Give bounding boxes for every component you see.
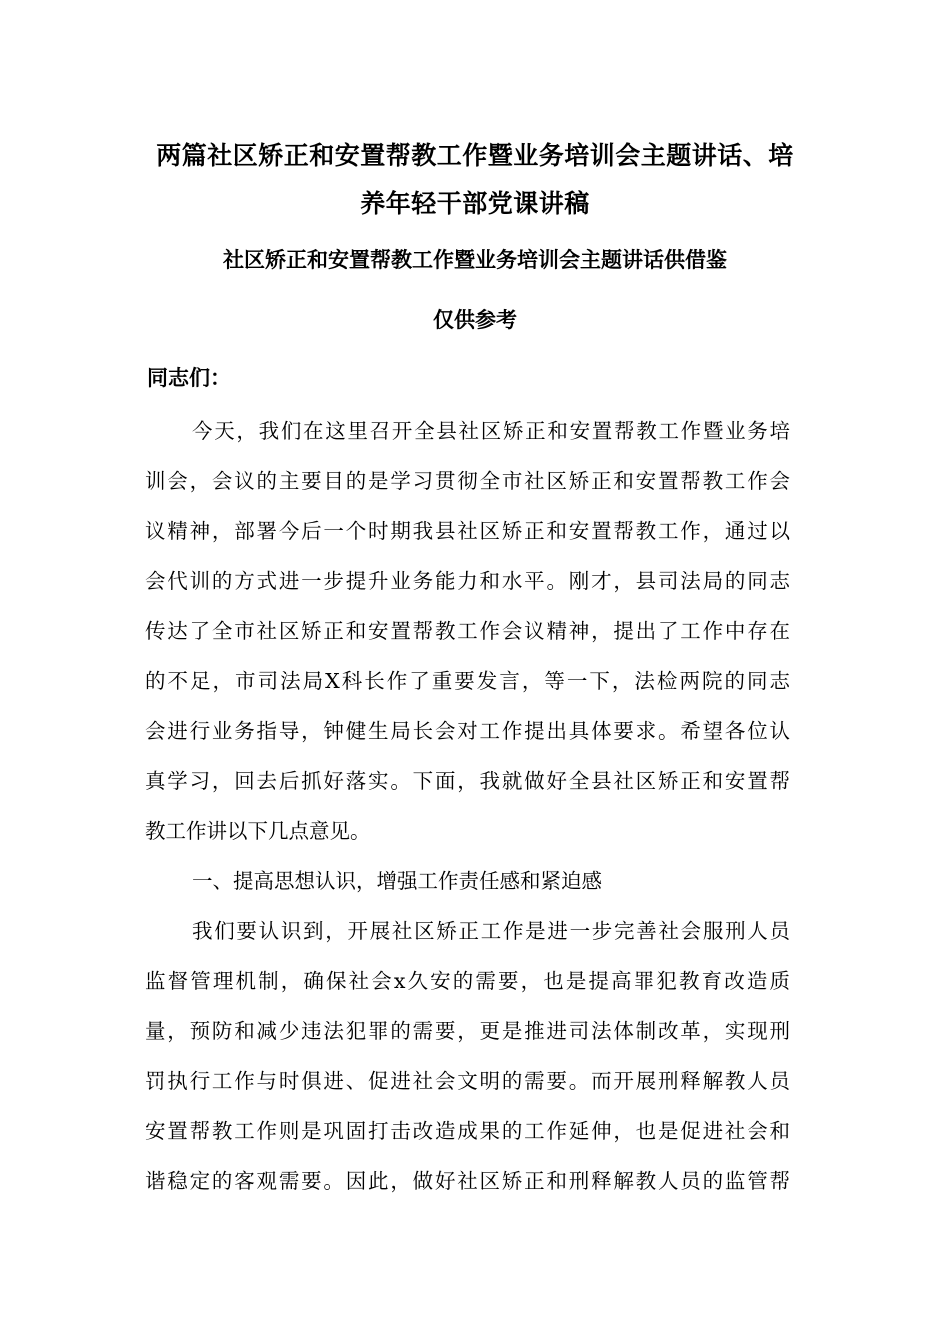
paragraph-1-line: 教工作讲以下几点意见。 [145, 819, 371, 843]
paragraph-2-line: 监督管理机制，确保社会x久安的需要，也是提高罪犯教育改造质 [145, 969, 790, 993]
paragraph-2-line: 谐稳定的客观需要。因此，做好社区矫正和刑释解教人员的监管帮 [145, 1169, 790, 1193]
paragraph-1-line: 传达了全市社区矫正和安置帮教工作会议精神，提出了工作中存在 [145, 619, 790, 643]
paragraph-1-line: 训会，会议的主要目的是学习贯彻全市社区矫正和安置帮教工作会 [145, 469, 790, 493]
paragraph-1-line: 议精神，部署今后一个时期我县社区矫正和安置帮教工作，通过以 [145, 519, 790, 543]
paragraph-1-line: 的不足，市司法局X科长作了重要发言，等一下，法检两院的同志 [145, 669, 790, 693]
salutation: 同志们： [147, 366, 231, 390]
paragraph-2-line: 量，预防和减少违法犯罪的需要，更是推进司法体制改革，实现刑 [145, 1019, 790, 1043]
reference-note: 仅供参考 [433, 308, 517, 332]
paragraph-2-line: 我们要认识到，开展社区矫正工作是进一步完善社会服刑人员 [192, 919, 790, 943]
section-1-heading: 一、提高思想认识，增强工作责任感和紧迫感 [192, 869, 602, 893]
paragraph-2-line: 罚执行工作与时俱进、促进社会文明的需要。而开展刑释解教人员 [145, 1069, 790, 1093]
paragraph-1-line: 今天，我们在这里召开全县社区矫正和安置帮教工作暨业务培 [192, 419, 790, 443]
document-title-line-2: 养年轻干部党课讲稿 [360, 189, 590, 218]
paragraph-1-line: 会进行业务指导，钟健生局长会对工作提出具体要求。希望各位认 [145, 719, 790, 743]
paragraph-1-line: 会代训的方式进一步提升业务能力和水平。刚才，县司法局的同志 [145, 569, 790, 593]
paragraph-2-line: 安置帮教工作则是巩固打击改造成果的工作延伸，也是促进社会和 [145, 1119, 790, 1143]
paragraph-1-line: 真学习，回去后抓好落实。下面，我就做好全县社区矫正和安置帮 [145, 769, 790, 793]
document-title-line-1: 两篇社区矫正和安置帮教工作暨业务培训会主题讲话、培 [156, 141, 794, 170]
speech-subtitle: 社区矫正和安置帮教工作暨业务培训会主题讲话供借鉴 [223, 248, 727, 272]
